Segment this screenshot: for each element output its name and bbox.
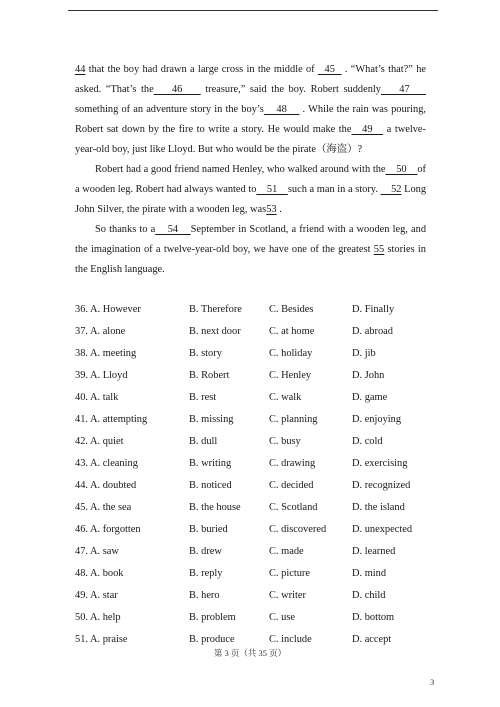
option-row: [75, 388, 435, 410]
option-c: C. decided: [269, 480, 314, 491]
option-a: A. help: [90, 612, 121, 623]
question-number: 44.: [75, 480, 88, 491]
option-a: A. the sea: [90, 502, 132, 513]
page-corner-number: 3: [430, 677, 435, 687]
option-a: A. doubted: [90, 480, 137, 491]
option-a: A. cleaning: [90, 458, 138, 469]
option-a: A. saw: [90, 546, 119, 557]
passage-segment: Robert had a good friend named Henley, who walked around with the: [95, 164, 386, 175]
option-b: B. produce: [189, 634, 235, 645]
question-number: 48.: [75, 568, 88, 579]
option-b: B. reply: [189, 568, 223, 579]
answer-blank: 44: [75, 64, 86, 75]
option-d: D. mind: [352, 568, 387, 579]
passage-segment: So thanks to a: [95, 224, 156, 235]
passage-segment: September in Scotland, a friend with a wooden leg, and the imagination of a twelve-year-old boy, we have one of the greatest: [75, 224, 427, 255]
answer-blank: 47: [380, 84, 427, 95]
option-d: D. the island: [352, 502, 405, 513]
option-row: [75, 542, 435, 564]
option-a: A. attempting: [90, 414, 148, 425]
option-d: D. abroad: [352, 326, 393, 337]
question-number: 37.: [75, 326, 88, 337]
option-c: C. Besides: [269, 304, 314, 315]
answer-blank: 50: [385, 164, 418, 175]
question-number: 51.: [75, 634, 88, 645]
option-row: [75, 498, 435, 520]
option-c: C. Henley: [269, 370, 312, 381]
options-list: [75, 300, 435, 652]
option-d: D. enjoying: [352, 414, 402, 425]
option-d: D. exercising: [352, 458, 408, 469]
option-d: D. unexpected: [352, 524, 413, 535]
question-number: 38.: [75, 348, 88, 359]
option-b: B. drew: [189, 546, 222, 557]
question-number: 39.: [75, 370, 88, 381]
option-b: B. Therefore: [189, 304, 242, 315]
option-c: C. made: [269, 546, 304, 557]
option-b: B. noticed: [189, 480, 232, 491]
answer-blank: 51: [256, 184, 288, 195]
answer-blank: 46: [153, 84, 201, 95]
option-c: C. planning: [269, 414, 318, 425]
option-row: [75, 520, 435, 542]
option-b: B. problem: [189, 612, 236, 623]
passage-segment: a twelve-year-old boy, just like Lloyd. But who would be the pirate（海盗）?: [75, 124, 426, 155]
option-d: D. recognized: [352, 480, 411, 491]
option-b: B. next door: [189, 326, 241, 337]
option-c: C. holiday: [269, 348, 313, 359]
passage-paragraph-2: [75, 160, 426, 220]
option-row: [75, 608, 435, 630]
answer-blank: 45: [317, 64, 342, 75]
question-number: 41.: [75, 414, 88, 425]
option-a: A. talk: [90, 392, 119, 403]
option-a: A. quiet: [90, 436, 124, 447]
answer-blank: 52: [380, 184, 402, 195]
option-b: B. rest: [189, 392, 217, 403]
answer-blank: 55: [373, 244, 385, 255]
option-row: [75, 476, 435, 498]
option-d: D. accept: [352, 634, 392, 645]
option-row: [75, 322, 435, 344]
option-row: [75, 344, 435, 366]
option-c: C. discovered: [269, 524, 327, 535]
answer-blank: 48: [263, 104, 300, 115]
question-number: 47.: [75, 546, 88, 557]
option-b: B. hero: [189, 590, 220, 601]
question-number: 40.: [75, 392, 88, 403]
option-d: D. Finally: [352, 304, 395, 315]
question-number: 42.: [75, 436, 88, 447]
header-rule: [68, 10, 438, 11]
passage-paragraph-3: [75, 220, 426, 280]
option-d: D. learned: [352, 546, 396, 557]
option-a: A. Lloyd: [90, 370, 128, 381]
option-a: A. meeting: [90, 348, 137, 359]
passage-paragraph-1: [75, 60, 426, 160]
option-row: [75, 410, 435, 432]
option-b: B. missing: [189, 414, 234, 425]
question-number: 43.: [75, 458, 88, 469]
option-d: D. game: [352, 392, 388, 403]
answer-blank: 53: [266, 204, 277, 215]
option-a: A. alone: [90, 326, 126, 337]
option-b: B. dull: [189, 436, 218, 447]
option-row: [75, 366, 435, 388]
passage-segment: stories in the English language.: [75, 244, 427, 275]
option-c: C. use: [269, 612, 295, 623]
passage-segment: . While the rain was pouring, Robert sat down by the fire to write a story. He would make the: [75, 104, 427, 135]
option-b: B. the house: [189, 502, 241, 513]
option-c: C. Scotland: [269, 502, 318, 513]
passage-segment: of a wooden leg. Robert had always wanted to: [75, 164, 427, 195]
passage-segment: treasure,” said the boy. Robert suddenly: [200, 84, 381, 95]
option-d: D. cold: [352, 436, 383, 447]
option-c: C. drawing: [269, 458, 316, 469]
option-c: C. writer: [269, 590, 306, 601]
option-a: A. praise: [90, 634, 128, 645]
option-b: B. Robert: [189, 370, 230, 381]
passage-segment: .: [276, 204, 282, 215]
page-footer: 第 3 页（共 35 页）: [213, 648, 287, 658]
option-b: B. writing: [189, 458, 232, 469]
option-c: C. walk: [269, 392, 302, 403]
option-b: B. story: [189, 348, 222, 359]
passage-text: [75, 60, 426, 280]
option-b: B. buried: [189, 524, 228, 535]
option-a: A. star: [90, 590, 118, 601]
option-row: [75, 300, 435, 322]
option-row: [75, 454, 435, 476]
passage-segment: Long John Silver, the pirate with a wooden leg, was: [75, 184, 427, 215]
passage-segment: that the boy had drawn a large cross in the middle of: [85, 64, 318, 75]
option-row: [75, 564, 435, 586]
option-a: A. forgotten: [90, 524, 141, 535]
passage-segment: . “What’s that?” he asked. “That’s the: [75, 64, 426, 95]
option-d: D. bottom: [352, 612, 395, 623]
option-d: D. child: [352, 590, 386, 601]
option-c: C. include: [269, 634, 312, 645]
option-d: D. jib: [352, 348, 376, 359]
option-c: C. at home: [269, 326, 315, 337]
option-row: [75, 432, 435, 454]
answer-blank: 54: [155, 224, 191, 235]
question-number: 45.: [75, 502, 88, 513]
question-number: 50.: [75, 612, 88, 623]
question-number: 49.: [75, 590, 88, 601]
option-d: D. John: [352, 370, 385, 381]
option-a: A. However: [90, 304, 141, 315]
question-number: 36.: [75, 304, 88, 315]
option-c: C. picture: [269, 568, 310, 579]
passage-segment: something of an adventure story in the boy’s: [75, 104, 264, 115]
option-row: [75, 586, 435, 608]
question-number: 46.: [75, 524, 88, 535]
answer-blank: 49: [351, 124, 384, 135]
option-c: C. busy: [269, 436, 301, 447]
passage-segment: such a man in a story.: [287, 184, 381, 195]
option-a: A. book: [90, 568, 124, 579]
